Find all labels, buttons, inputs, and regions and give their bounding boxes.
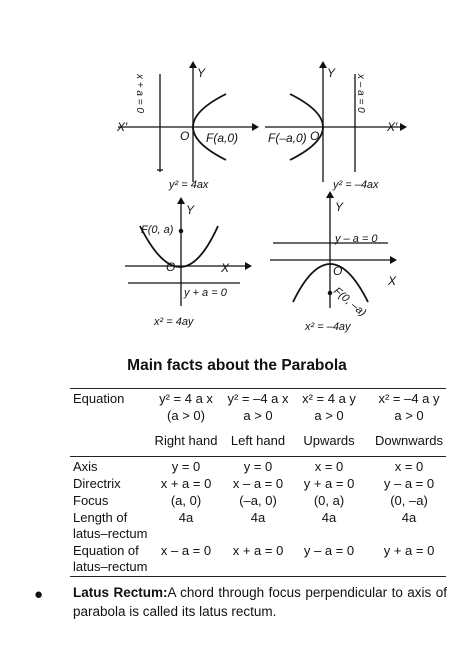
orientation-up: Upwards: [303, 433, 355, 448]
note-text: A chord through focus perpendicular to axis of parabola is called its latus rectum.: [73, 585, 448, 619]
focus-label-1: F(a,0): [206, 131, 239, 145]
origin-label-4: O: [333, 264, 343, 278]
row-label-length-2: latus–rectum: [73, 526, 148, 541]
x-label-3: X: [221, 261, 230, 275]
equation-caption-2: y² = –4ax: [333, 179, 379, 191]
latus-rectum-note: [73, 583, 447, 621]
row-label-lr-equation-2: latus–rectum: [73, 559, 148, 574]
condition-down: a > 0: [394, 408, 424, 423]
origin-label-2: O: [310, 129, 320, 143]
table-top-rule: [70, 388, 446, 389]
equation-down: x² = –4 a y: [378, 391, 440, 406]
orientation-right: Right hand: [154, 433, 218, 448]
equation-left: y² = –4 a x: [227, 391, 289, 406]
condition-left: a > 0: [243, 408, 273, 423]
table-cell: (a, 0): [170, 493, 202, 508]
note-term: Latus Rectum:: [73, 585, 168, 600]
row-label-lr-equation: Equation of: [73, 543, 139, 558]
table-cell: y = 0: [243, 459, 273, 474]
table-cell: x – a = 0: [160, 543, 212, 558]
equation-caption-1: y² = 4ax: [169, 179, 209, 191]
table-cell: (–a, 0): [239, 493, 277, 508]
condition-right: (a > 0): [167, 408, 205, 423]
directrix-label-4: y – a = 0: [335, 233, 378, 245]
table-cell: 4a: [321, 510, 337, 525]
table-cell: 4a: [250, 510, 266, 525]
equation-right: y² = 4 a x: [159, 391, 213, 406]
table-cell: x + a = 0: [232, 543, 284, 558]
x-prime-label-1: X′: [117, 120, 128, 134]
table-mid-rule: [70, 456, 446, 457]
table-title: Main facts about the Parabola: [127, 357, 347, 374]
y-label-4: Y: [335, 200, 344, 214]
y-label-2: Y: [327, 66, 336, 80]
table-cell: y – a = 0: [383, 476, 435, 491]
row-label-axis: Axis: [73, 459, 98, 474]
focus-label-4: F(0, –a): [331, 285, 369, 320]
condition-up: a > 0: [314, 408, 344, 423]
orientation-left: Left hand: [230, 433, 286, 448]
table-cell: x = 0: [394, 459, 424, 474]
table-cell: y + a = 0: [383, 543, 435, 558]
y-label-1: Y: [197, 66, 206, 80]
table-cell: x + a = 0: [160, 476, 212, 491]
table-cell: 4a: [401, 510, 417, 525]
equation-header: Equation: [73, 391, 125, 406]
table-cell: x = 0: [314, 459, 344, 474]
equation-caption-4: x² = –4ay: [305, 321, 351, 333]
row-label-length: Length of: [73, 510, 128, 525]
directrix-label-1: x + a = 0: [134, 74, 145, 113]
table-bottom-rule: [70, 576, 446, 577]
row-label-focus: Focus: [73, 493, 109, 508]
table-cell: (0, –a): [390, 493, 428, 508]
table-cell: y + a = 0: [303, 476, 355, 491]
origin-label-3: O: [166, 260, 176, 274]
table-cell: 4a: [178, 510, 194, 525]
directrix-label-2: x – a = 0: [355, 74, 366, 113]
x-label-4: X: [388, 274, 397, 288]
y-label-3: Y: [186, 203, 195, 217]
directrix-label-3: y + a = 0: [184, 287, 227, 299]
focus-label-2: F(–a,0): [268, 131, 307, 145]
table-cell: y – a = 0: [303, 543, 355, 558]
bullet-icon: ●: [34, 586, 44, 603]
row-label-directrix: Directrix: [73, 476, 121, 491]
graph-downwards: [270, 198, 390, 308]
orientation-down: Downwards: [375, 433, 443, 448]
origin-label-1: O: [180, 129, 190, 143]
table-cell: y = 0: [171, 459, 201, 474]
focus-label-3: F(0, a): [141, 224, 174, 236]
graph-left-hand: [265, 68, 400, 182]
equation-up: x² = 4 a y: [302, 391, 356, 406]
table-cell: (0, a): [313, 493, 345, 508]
equation-caption-3: x² = 4ay: [154, 316, 194, 328]
x-prime-label-2: X′: [387, 120, 398, 134]
table-cell: x – a = 0: [232, 476, 284, 491]
